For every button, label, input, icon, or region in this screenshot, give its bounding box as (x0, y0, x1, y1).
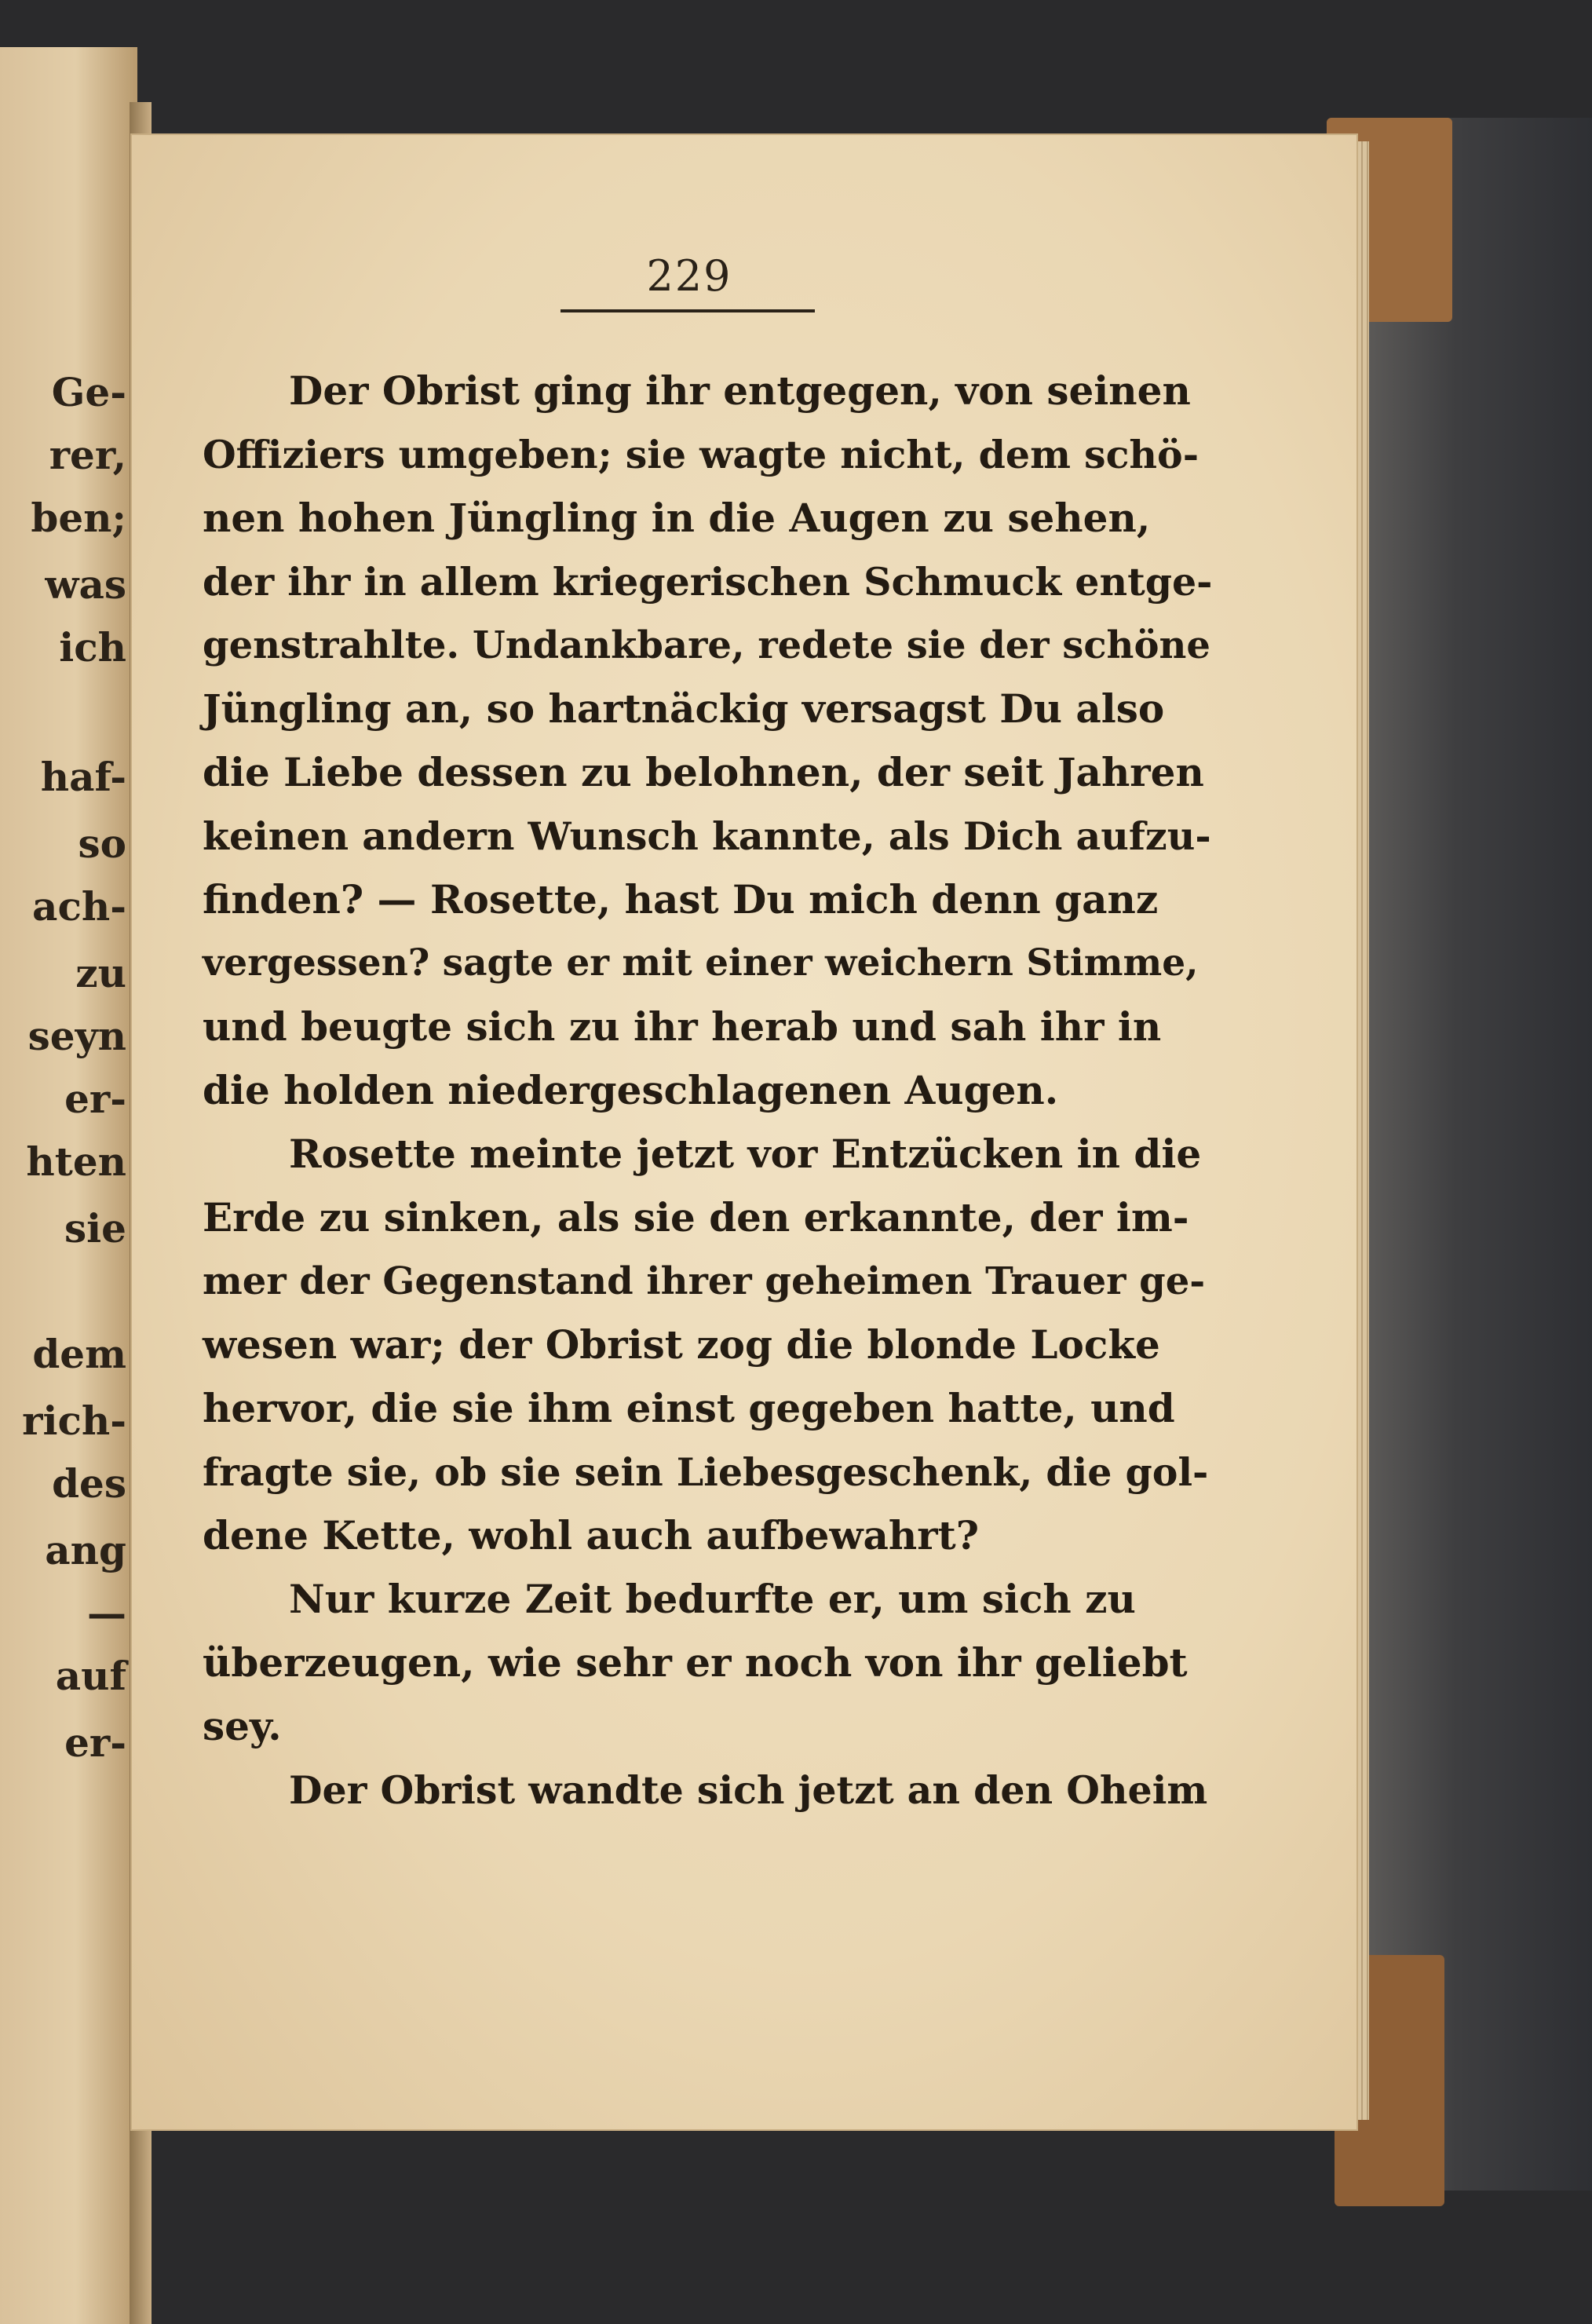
left-line: dem (32, 1331, 126, 1377)
left-line: des (52, 1460, 126, 1507)
text-line: wesen war; der Obrist zog die blonde Locke (203, 1321, 1160, 1368)
cover-board (1366, 118, 1592, 2191)
left-line: was (45, 561, 126, 608)
left-line: — (87, 1590, 126, 1636)
text-line: der ihr in allem kriegerischen Schmuck entge- (203, 559, 1213, 605)
left-line: er- (64, 1076, 126, 1122)
left-line: er- (64, 1719, 126, 1766)
left-line: Ge- (51, 369, 126, 415)
left-line: rer, (49, 432, 126, 478)
text-line: die Liebe dessen zu belohnen, der seit Jahren (203, 749, 1204, 795)
text-line: finden? — Rosette, hast Du mich denn ganz (203, 876, 1159, 923)
text-line: überzeugen, wie sehr er noch von ihr geliebt (203, 1639, 1188, 1686)
left-line: ach- (32, 883, 126, 930)
left-line: auf (55, 1653, 126, 1699)
left-line: so (78, 820, 126, 867)
text-line: hervor, die sie ihm einst gegeben hatte, und (203, 1385, 1175, 1431)
left-page (0, 47, 137, 2324)
left-line: seyn (27, 1013, 126, 1059)
left-line: sie (64, 1205, 126, 1252)
left-line: ich (59, 624, 126, 671)
text-line: mer der Gegenstand ihrer geheimen Trauer ge- (203, 1259, 1206, 1303)
text-line: nen hohen Jüngling in die Augen zu sehen, (203, 495, 1151, 541)
left-line: haf- (40, 754, 126, 800)
left-line: rich- (22, 1398, 126, 1444)
left-line: ben; (31, 495, 126, 541)
left-line: ang (45, 1527, 126, 1573)
page-number-rule (560, 309, 815, 312)
text-line: Offiziers umgeben; sie wagte nicht, dem schö- (203, 432, 1199, 477)
left-line: hten (26, 1138, 126, 1185)
text-line: Nur kurze Zeit bedurfte er, um sich zu (289, 1576, 1136, 1622)
text-line: dene Kette, wohl auch aufbewahrt? (203, 1512, 979, 1558)
text-line: genstrahlte. Undankbare, redete sie der schöne (203, 623, 1210, 667)
text-line: keinen andern Wunsch kannte, als Dich aufzu- (203, 813, 1211, 859)
text-line: Jüngling an, so hartnäckig versagst Du also (203, 685, 1165, 732)
text-line: Erde zu sinken, als sie den erkannte, der im- (203, 1194, 1189, 1241)
text-line: Der Obrist ging ihr entgegen, von seinen (289, 367, 1191, 414)
text-line: Rosette meinte jetzt vor Entzücken in die (289, 1131, 1202, 1177)
text-line: Der Obrist wandte sich jetzt an den Oheim (289, 1767, 1208, 1813)
left-line: zu (75, 950, 126, 996)
text-line: fragte sie, ob sie sein Liebesgeschenk, die gol- (203, 1449, 1209, 1495)
page-number: 229 (646, 251, 732, 301)
text-line: vergessen? sagte er mit einer weichern Stimme, (203, 941, 1199, 985)
text-line: und beugte sich zu ihr herab und sah ihr in (203, 1003, 1162, 1050)
text-line: sey. (203, 1703, 282, 1749)
text-line: die holden niedergeschlagenen Augen. (203, 1067, 1059, 1113)
book-page (132, 135, 1356, 2129)
